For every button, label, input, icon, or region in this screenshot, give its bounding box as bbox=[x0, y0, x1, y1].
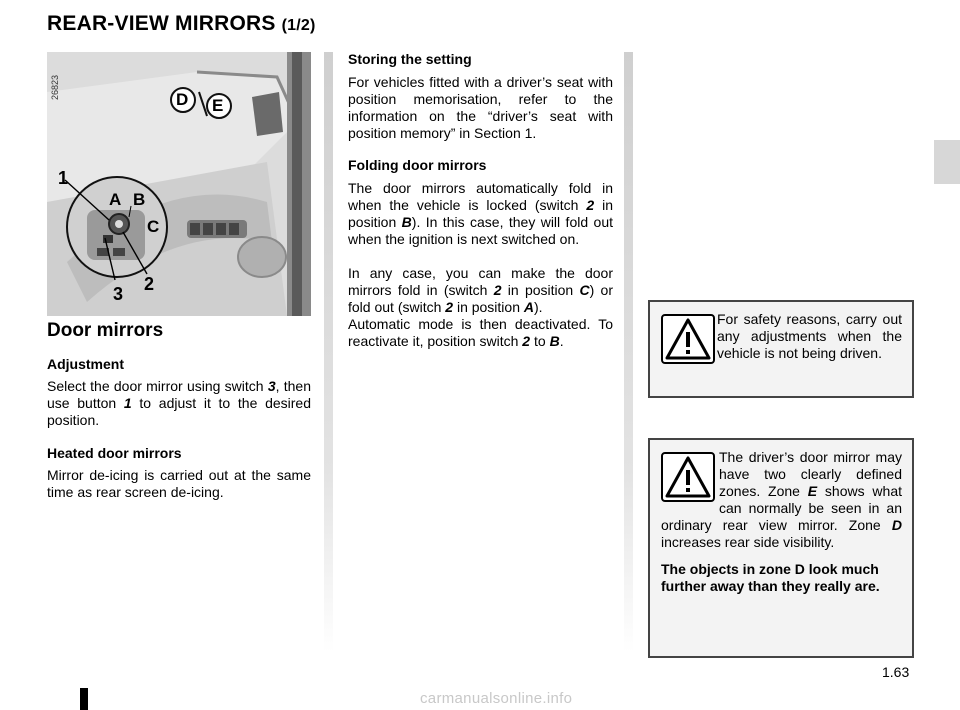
adjustment-text: Select the door mirror using switch 3, then use button 1 to adjust it to the desired position. bbox=[47, 378, 311, 428]
page-title-suffix: (1/2) bbox=[281, 17, 316, 34]
page-number: 1.63 bbox=[882, 664, 910, 680]
column-divider-left bbox=[324, 52, 333, 652]
callout-d: D bbox=[176, 90, 189, 109]
door-mirror-figure bbox=[47, 52, 311, 316]
section-tab-marker bbox=[934, 140, 960, 184]
heated-mirrors-heading: Heated door mirrors bbox=[47, 445, 182, 461]
callout-1: 1 bbox=[58, 168, 69, 188]
figure-ref-code: 26823 bbox=[50, 74, 60, 100]
folding-text-3: Automatic mode is then deactivated. To reactivate it, position switch 2 to B. bbox=[348, 316, 613, 349]
warning-triangle-icon bbox=[661, 314, 715, 364]
folding-text-2: In any case, you can make the door mirrors fold in (switch 2 in position C) or fold out (switch 2 in position A). bbox=[348, 265, 613, 315]
door-mirrors-heading: Door mirrors bbox=[47, 320, 164, 341]
storing-heading: Storing the setting bbox=[348, 51, 472, 67]
callout-c: C bbox=[147, 217, 160, 236]
mirror-zones-warning-box bbox=[648, 438, 914, 658]
page-title-text: REAR-VIEW MIRRORS bbox=[47, 12, 276, 35]
column-divider-right bbox=[624, 52, 633, 652]
mirror-zones-text: The driver’s door mirror may have two clearly defined zones. Zone E shows what can normally be seen in an ordinary rear view mirror. Zone D increases rear side visibility. bbox=[661, 449, 902, 550]
folding-text-1: The door mirrors automatically fold in when the vehicle is locked (switch 2 in position B). In this case, they will fold out when the ignition is next switched on. bbox=[348, 180, 613, 247]
folding-heading: Folding door mirrors bbox=[348, 157, 487, 173]
heated-mirrors-text: Mirror de-icing is carried out at the same time as rear screen de-icing. bbox=[47, 467, 311, 500]
page-title bbox=[47, 12, 316, 36]
adjustment-heading: Adjustment bbox=[47, 356, 124, 372]
callout-a: A bbox=[109, 190, 122, 209]
watermark-text: carmanualsonline.info bbox=[420, 690, 573, 707]
storing-text: For vehicles fitted with a driver’s seat with position memorisation, refer to the information on the “driver’s seat with position memory” in Section 1. bbox=[348, 74, 613, 141]
callout-b: B bbox=[133, 190, 146, 209]
mirror-zones-bold-note: The objects in zone D look much further away than they really are. bbox=[661, 561, 880, 594]
callout-e: E bbox=[212, 96, 224, 115]
callout-2: 2 bbox=[144, 274, 155, 294]
safety-warning-box bbox=[648, 300, 914, 398]
footer-mark bbox=[80, 688, 88, 710]
callout-3: 3 bbox=[113, 284, 124, 304]
safety-warning-text: For safety reasons, carry out any adjustments when the vehicle is not being driven. bbox=[717, 311, 902, 361]
